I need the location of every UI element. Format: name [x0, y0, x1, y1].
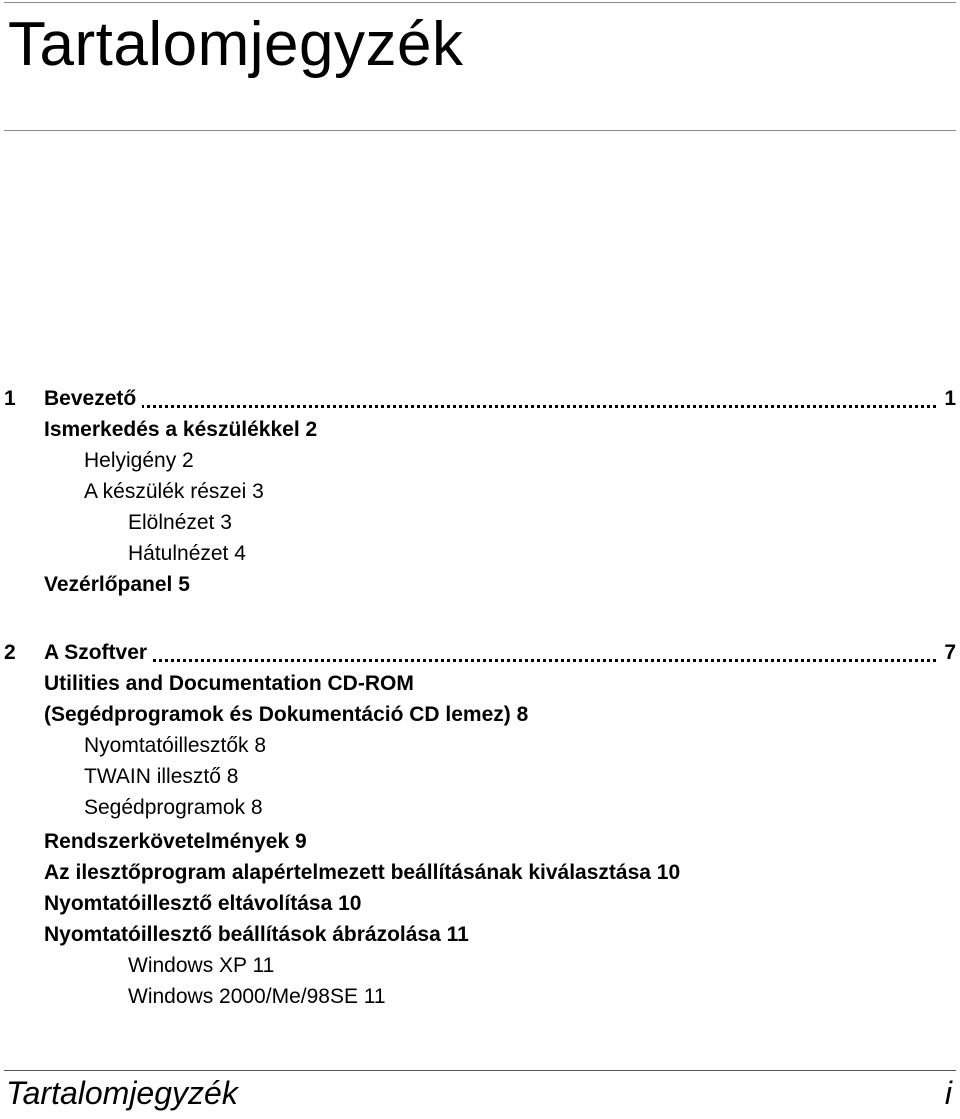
toc-entry[interactable]: Windows XP 11 — [128, 954, 275, 977]
footer-rule — [4, 1070, 956, 1071]
dot-leader — [44, 659, 936, 662]
toc-entry[interactable]: Hátulnézet 4 — [128, 542, 246, 565]
toc-entry[interactable]: Vezérlőpanel 5 — [44, 573, 190, 596]
toc-entry[interactable]: Elölnézet 3 — [128, 511, 232, 534]
toc-entry[interactable]: A készülék részei 3 — [84, 480, 264, 503]
toc-entry[interactable]: Ismerkedés a készülékkel 2 — [44, 418, 318, 441]
chapter-page-number: 7 — [940, 638, 956, 668]
toc-entry[interactable]: Nyomtatóillesztő eltávolítása 10 — [44, 892, 362, 915]
footer-title: Tartalomjegyzék — [6, 1075, 238, 1111]
dot-leader — [44, 405, 936, 408]
chapter-title[interactable]: A Szoftver — [44, 638, 153, 668]
toc-entry[interactable]: Nyomtatóillesztő beállítások ábrázolása 11 — [44, 923, 469, 946]
page-title: Tartalomjegyzék — [8, 10, 464, 79]
chapter-page-number: 1 — [940, 384, 956, 414]
toc-entry[interactable]: (Segédprogramok és Dokumentáció CD lemez) 8 — [44, 703, 529, 726]
toc-entry[interactable]: TWAIN illesztő 8 — [84, 765, 239, 788]
toc-entry[interactable]: Windows 2000/Me/98SE 11 — [128, 985, 386, 1008]
toc-entry[interactable]: Rendszerkövetelmények 9 — [44, 830, 307, 853]
toc-chapter-2[interactable] — [0, 638, 960, 668]
toc-chapter-1[interactable] — [0, 384, 960, 414]
toc-entry[interactable]: Az ilesztőprogram alapértelmezett beállításának kiválasztása 10 — [44, 861, 681, 884]
top-rule — [4, 2, 956, 3]
title-rule — [4, 130, 956, 131]
chapter-number: 1 — [4, 387, 16, 410]
chapter-title[interactable]: Bevezető — [44, 384, 142, 414]
chapter-number: 2 — [4, 641, 16, 664]
toc-entry[interactable]: Segédprogramok 8 — [84, 796, 263, 819]
footer-page-number: i — [944, 1075, 952, 1111]
toc-entry[interactable]: Nyomtatóillesztők 8 — [84, 734, 267, 757]
toc-entry[interactable]: Utilities and Documentation CD-ROM — [44, 672, 414, 695]
toc-entry[interactable]: Helyigény 2 — [84, 449, 194, 472]
